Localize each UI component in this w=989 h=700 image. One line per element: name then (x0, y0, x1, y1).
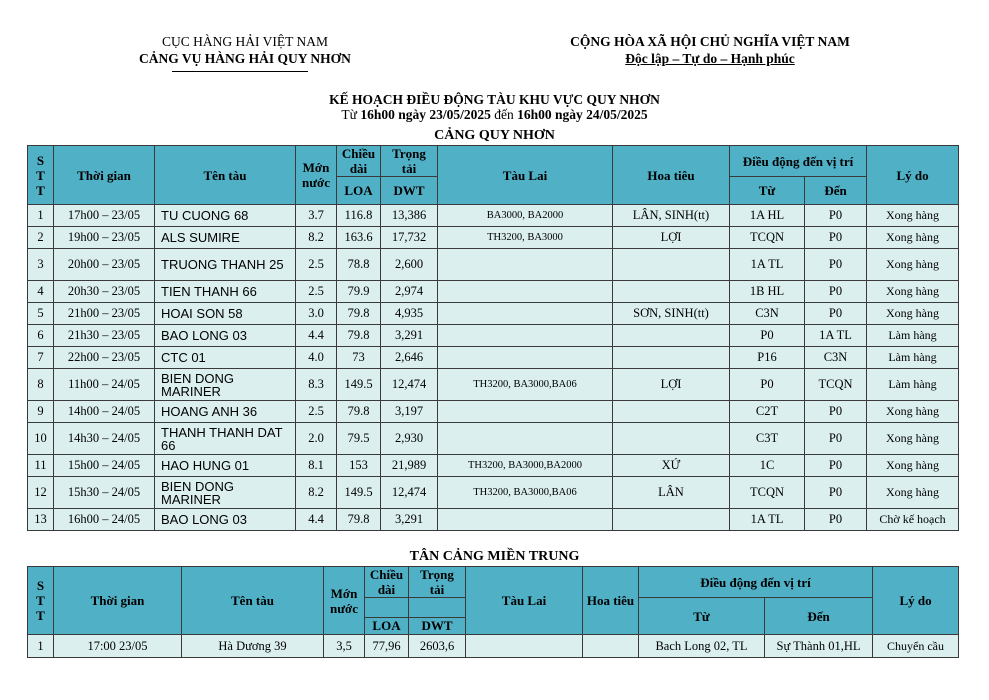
cell-ship: HOAI SON 58 (155, 303, 296, 325)
cell-pilot: LỢI (613, 369, 730, 401)
cell-draft: 4.4 (296, 509, 337, 531)
cell-from: 1A TL (730, 509, 805, 531)
cell-time: 15h30 – 24/05 (54, 477, 155, 509)
cell-from: Bach Long 02, TL (639, 635, 765, 658)
cell-pilot: LỢI (613, 227, 730, 249)
col-header-loa: LOA (365, 598, 409, 635)
col-header-ship: Tên tàu (155, 146, 296, 205)
cell-ship: ALS SUMIRE (155, 227, 296, 249)
col-header-draft: Mớn nước (296, 146, 337, 205)
cell-dwt: 2,974 (381, 281, 438, 303)
cell-tug: TH3200, BA3000,BA2000 (438, 455, 613, 477)
cell-ship: BIEN DONG MARINER (155, 369, 296, 401)
cell-tug (438, 281, 613, 303)
cell-time: 21h30 – 23/05 (54, 325, 155, 347)
cell-ship: THANH THANH DAT 66 (155, 423, 296, 455)
cell-ship: BAO LONG 03 (155, 325, 296, 347)
cell-dwt: 2,600 (381, 249, 438, 281)
cell-draft: 8.3 (296, 369, 337, 401)
cell-dwt: 2,930 (381, 423, 438, 455)
cell-dwt: 12,474 (381, 369, 438, 401)
cell-time: 11h00 – 24/05 (54, 369, 155, 401)
cell-stt: 2 (28, 227, 54, 249)
cell-time: 22h00 – 23/05 (54, 347, 155, 369)
cell-pilot (613, 509, 730, 531)
cell-tug: TH3200, BA3000 (438, 227, 613, 249)
col-header-from: Từ (730, 177, 805, 205)
cell-dwt: 3,291 (381, 509, 438, 531)
cell-tug (438, 509, 613, 531)
cell-stt: 5 (28, 303, 54, 325)
cell-ship: TIEN THANH 66 (155, 281, 296, 303)
cell-time: 14h30 – 24/05 (54, 423, 155, 455)
cell-ship: HAO HUNG 01 (155, 455, 296, 477)
table-row (28, 455, 959, 477)
cell-pilot (613, 325, 730, 347)
cell-time: 16h00 – 24/05 (54, 509, 155, 531)
cell-loa: 78.8 (337, 249, 381, 281)
cell-tug (438, 325, 613, 347)
cell-draft: 3.0 (296, 303, 337, 325)
cell-tug (438, 347, 613, 369)
cell-draft: 2.5 (296, 249, 337, 281)
cell-loa: 73 (337, 347, 381, 369)
col-header-loa: LOA (337, 177, 381, 205)
cell-stt: 1 (28, 635, 54, 658)
table-row (28, 423, 959, 455)
cell-from: C3T (730, 423, 805, 455)
cell-reason: Xong hàng (867, 401, 959, 423)
cell-dwt: 12,474 (381, 477, 438, 509)
col-header-to: Đến (765, 598, 873, 635)
cell-reason: Chờ kế hoạch (867, 509, 959, 531)
cell-tug: BA3000, BA2000 (438, 205, 613, 227)
col-header-from: Từ (639, 598, 765, 635)
cell-stt: 12 (28, 477, 54, 509)
cell-from: P0 (730, 369, 805, 401)
col-header-time: Thời gian (54, 146, 155, 205)
cell-ship: HOANG ANH 36 (155, 401, 296, 423)
cell-reason: Xong hàng (867, 227, 959, 249)
cell-draft: 8.2 (296, 477, 337, 509)
cell-time: 17h00 – 23/05 (54, 205, 155, 227)
cell-dwt: 2,646 (381, 347, 438, 369)
cell-time: 17:00 23/05 (54, 635, 182, 658)
col-header-stt: S T T (28, 146, 54, 205)
cell-from: 1A TL (730, 249, 805, 281)
col-header-dwt: DWT (381, 177, 438, 205)
cell-ship: TU CUONG 68 (155, 205, 296, 227)
cell-loa: 79.8 (337, 509, 381, 531)
cell-dwt: 2603,6 (409, 635, 466, 658)
cell-time: 20h00 – 23/05 (54, 249, 155, 281)
table-row (28, 281, 959, 303)
cell-stt: 1 (28, 205, 54, 227)
cell-time: 14h00 – 24/05 (54, 401, 155, 423)
cell-loa: 149.5 (337, 477, 381, 509)
cell-dwt: 13,386 (381, 205, 438, 227)
cell-reason: Làm hàng (867, 347, 959, 369)
cell-ship: Hà Dương 39 (182, 635, 324, 658)
col-header-move: Điều động đến vị trí (730, 146, 867, 177)
cell-loa: 153 (337, 455, 381, 477)
cell-reason: Chuyển cầu (873, 635, 959, 658)
col-header-ship: Tên tàu (182, 567, 324, 635)
cell-from: 1B HL (730, 281, 805, 303)
cell-pilot: SƠN, SINH(tt) (613, 303, 730, 325)
document-title: KẾ HOẠCH ĐIỀU ĐỘNG TÀU KHU VỰC QUY NHƠN (329, 92, 660, 107)
cell-draft: 8.1 (296, 455, 337, 477)
cell-reason: Làm hàng (867, 369, 959, 401)
cell-draft: 4.4 (296, 325, 337, 347)
cell-loa: 149.5 (337, 369, 381, 401)
section-title-tan-cang: TÂN CẢNG MIỀN TRUNG (409, 549, 580, 564)
col-header-move: Điều động đến vị trí (639, 567, 873, 598)
section-title-quy-nhon: CẢNG QUY NHƠN (434, 128, 555, 143)
cell-from: C2T (730, 401, 805, 423)
cell-reason: Xong hàng (867, 455, 959, 477)
cell-stt: 10 (28, 423, 54, 455)
col-header-tug: Tàu Lai (466, 567, 583, 635)
letterhead-left (110, 33, 380, 67)
table-row (28, 369, 959, 401)
cell-tug (466, 635, 583, 658)
cell-reason: Làm hàng (867, 325, 959, 347)
letterhead-rule (172, 71, 308, 72)
cell-draft: 2.0 (296, 423, 337, 455)
col-header-to: Đến (805, 177, 867, 205)
cell-to: 1A TL (805, 325, 867, 347)
cell-stt: 11 (28, 455, 54, 477)
col-header-length: Chiều dài (337, 146, 381, 177)
cell-dwt: 17,732 (381, 227, 438, 249)
cell-to: C3N (805, 347, 867, 369)
cell-stt: 7 (28, 347, 54, 369)
cell-to: P0 (805, 227, 867, 249)
table-row (28, 509, 959, 531)
cell-from: TCQN (730, 227, 805, 249)
cell-pilot (613, 281, 730, 303)
cell-from: C3N (730, 303, 805, 325)
col-header-length: Chiều dài (365, 567, 409, 598)
cell-to: P0 (805, 281, 867, 303)
cell-from: P0 (730, 325, 805, 347)
col-header-time: Thời gian (54, 567, 182, 635)
table-row (28, 303, 959, 325)
cell-pilot (613, 249, 730, 281)
table-row (28, 205, 959, 227)
cell-draft: 8.2 (296, 227, 337, 249)
col-header-dwt: DWT (409, 598, 466, 635)
cell-from: TCQN (730, 477, 805, 509)
cell-to: Sự Thành 01,HL (765, 635, 873, 658)
col-header-reason: Lý do (867, 146, 959, 205)
cell-to: P0 (805, 205, 867, 227)
cell-pilot: LÂN (613, 477, 730, 509)
cell-reason: Xong hàng (867, 205, 959, 227)
cell-reason: Xong hàng (867, 423, 959, 455)
table-row (28, 635, 959, 658)
cell-to: P0 (805, 401, 867, 423)
table-row (28, 227, 959, 249)
cell-dwt: 3,291 (381, 325, 438, 347)
national-motto: Độc lập – Tự do – Hạnh phúc (625, 51, 795, 66)
cell-stt: 4 (28, 281, 54, 303)
cell-pilot (613, 423, 730, 455)
cell-time: 21h00 – 23/05 (54, 303, 155, 325)
cell-ship: BAO LONG 03 (155, 509, 296, 531)
table-row (28, 477, 959, 509)
cell-ship: CTC 01 (155, 347, 296, 369)
cell-loa: 79.9 (337, 281, 381, 303)
cell-loa: 77,96 (365, 635, 409, 658)
table-row (28, 347, 959, 369)
cell-loa: 163.6 (337, 227, 381, 249)
cell-stt: 8 (28, 369, 54, 401)
cell-pilot (613, 401, 730, 423)
col-header-tonnage: Trọng tải (409, 567, 466, 598)
cell-draft: 3.7 (296, 205, 337, 227)
cell-to: P0 (805, 249, 867, 281)
col-header-reason: Lý do (873, 567, 959, 635)
cell-draft: 2.5 (296, 401, 337, 423)
cell-tug: TH3200, BA3000,BA06 (438, 477, 613, 509)
cell-loa: 79.5 (337, 423, 381, 455)
cell-loa: 79.8 (337, 401, 381, 423)
cell-to: P0 (805, 455, 867, 477)
cell-tug: TH3200, BA3000,BA06 (438, 369, 613, 401)
cell-draft: 3,5 (324, 635, 365, 658)
cell-pilot: XỨ (613, 455, 730, 477)
cell-dwt: 4,935 (381, 303, 438, 325)
schedule-table-tan-cang (27, 566, 959, 658)
table-row (28, 249, 959, 281)
cell-from: P16 (730, 347, 805, 369)
cell-stt: 9 (28, 401, 54, 423)
cell-from: 1C (730, 455, 805, 477)
col-header-pilot: Hoa tiêu (583, 567, 639, 635)
table-row (28, 325, 959, 347)
country-name: CỘNG HÒA XÃ HỘI CHỦ NGHĨA VIỆT NAM (570, 34, 850, 49)
cell-pilot (613, 347, 730, 369)
cell-to: P0 (805, 423, 867, 455)
cell-to: P0 (805, 303, 867, 325)
cell-to: P0 (805, 477, 867, 509)
cell-stt: 6 (28, 325, 54, 347)
port-authority-name: CẢNG VỤ HÀNG HẢI QUY NHƠN (139, 51, 351, 66)
cell-reason: Xong hàng (867, 303, 959, 325)
schedule-table-quy-nhon (27, 145, 959, 531)
cell-pilot (583, 635, 639, 658)
cell-reason: Xong hàng (867, 249, 959, 281)
letterhead-right (540, 33, 880, 67)
cell-stt: 3 (28, 249, 54, 281)
cell-draft: 4.0 (296, 347, 337, 369)
cell-tug (438, 303, 613, 325)
col-header-draft: Mớn nước (324, 567, 365, 635)
cell-to: P0 (805, 509, 867, 531)
cell-time: 20h30 – 23/05 (54, 281, 155, 303)
cell-loa: 116.8 (337, 205, 381, 227)
col-header-pilot: Hoa tiêu (613, 146, 730, 205)
cell-reason: Xong hàng (867, 281, 959, 303)
cell-stt: 13 (28, 509, 54, 531)
cell-pilot: LÂN, SINH(tt) (613, 205, 730, 227)
cell-time: 19h00 – 23/05 (54, 227, 155, 249)
cell-time: 15h00 – 24/05 (54, 455, 155, 477)
cell-ship: TRUONG THANH 25 (155, 249, 296, 281)
cell-dwt: 3,197 (381, 401, 438, 423)
col-header-stt: S T T (28, 567, 54, 635)
document-period: Từ 16h00 ngày 23/05/2025 đến 16h00 ngày 24/05/2025 (341, 107, 648, 122)
cell-tug (438, 423, 613, 455)
table-row (28, 401, 959, 423)
cell-to: TCQN (805, 369, 867, 401)
cell-dwt: 21,989 (381, 455, 438, 477)
cell-loa: 79.8 (337, 325, 381, 347)
cell-tug (438, 249, 613, 281)
col-header-tonnage: Trọng tải (381, 146, 438, 177)
cell-ship: BIEN DONG MARINER (155, 477, 296, 509)
agency-name: CỤC HÀNG HẢI VIỆT NAM (161, 34, 328, 49)
cell-reason: Xong hàng (867, 477, 959, 509)
col-header-tug: Tàu Lai (438, 146, 613, 205)
cell-from: 1A HL (730, 205, 805, 227)
cell-loa: 79.8 (337, 303, 381, 325)
cell-draft: 2.5 (296, 281, 337, 303)
cell-tug (438, 401, 613, 423)
